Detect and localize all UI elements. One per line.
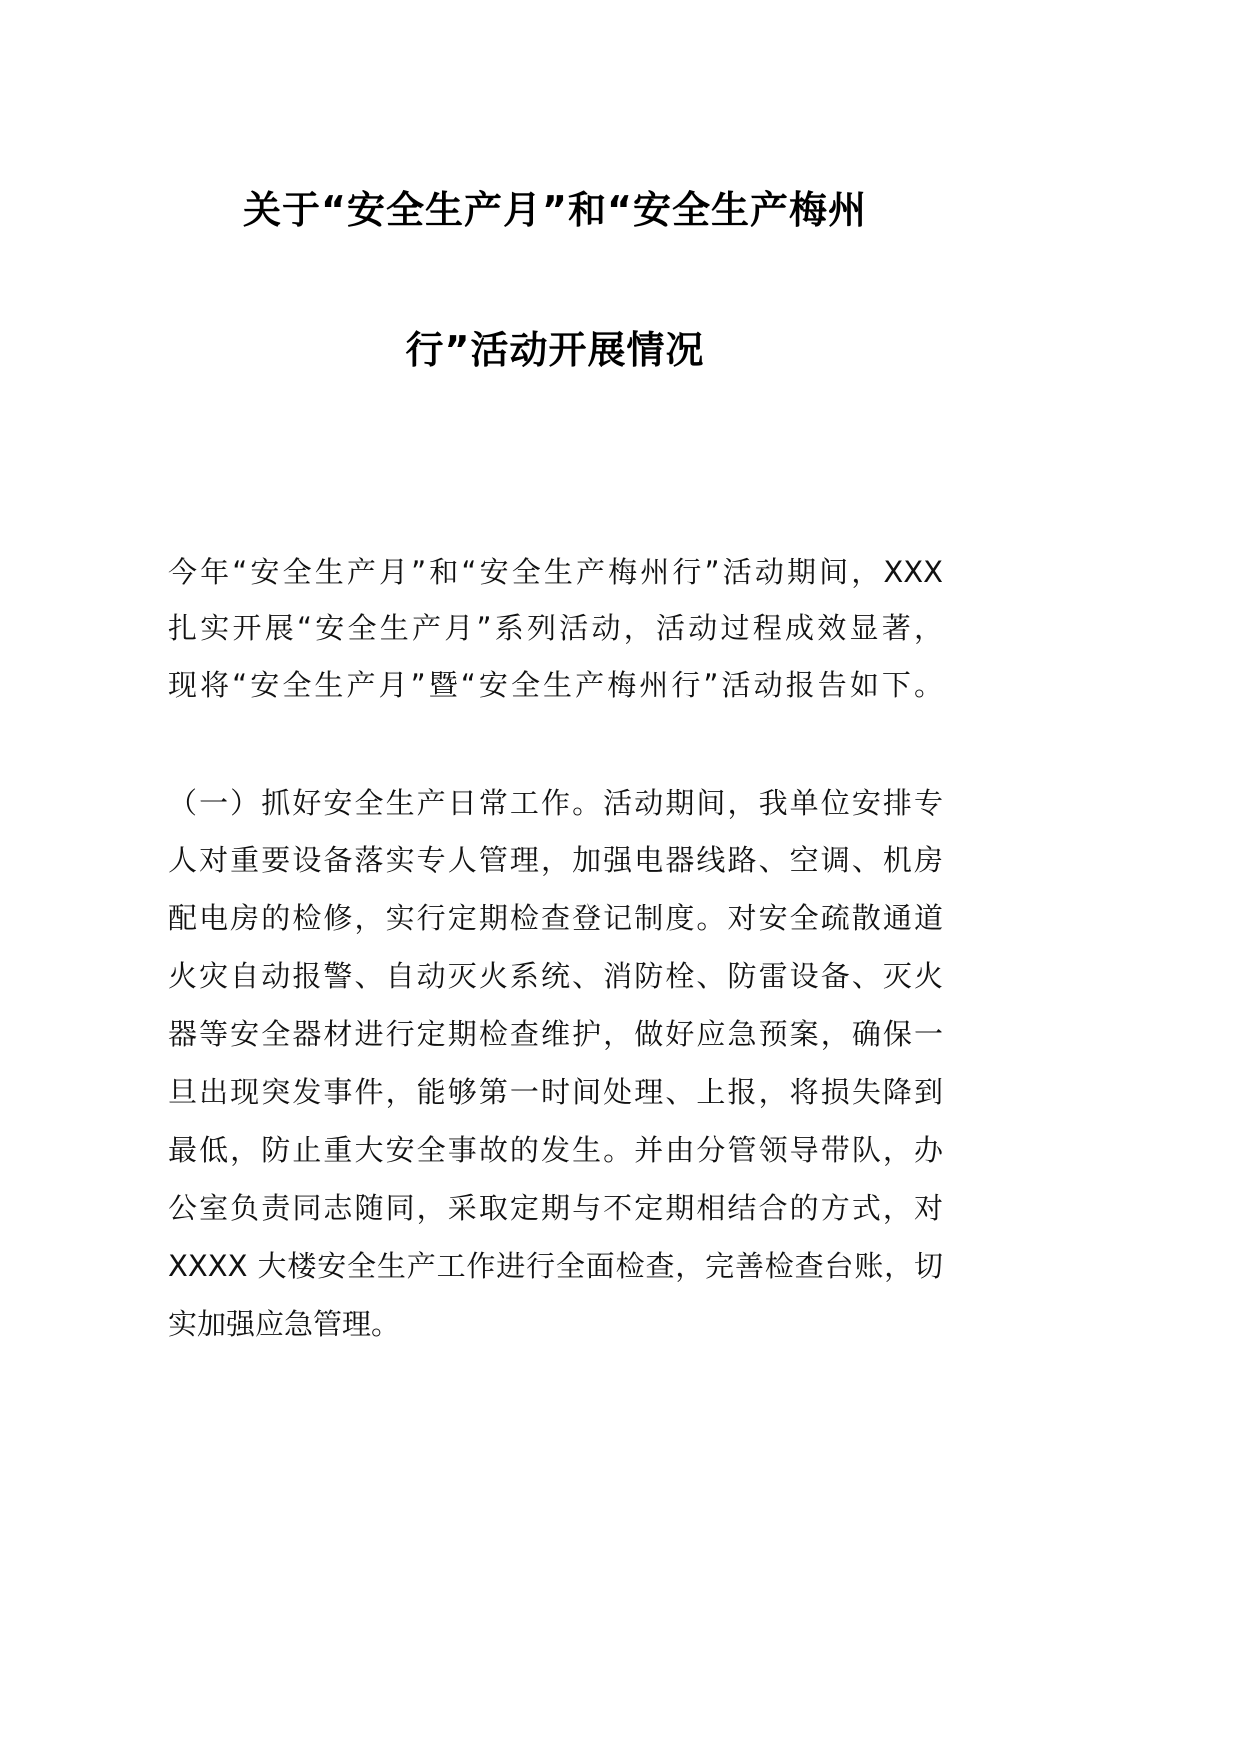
- paragraph-line: 实加强应急管理。: [168, 1307, 401, 1341]
- paragraph-line: 旦出现突发事件，能够第一时间处理、上报，将损失降到: [168, 1075, 943, 1109]
- paragraph-line: 器等安全器材进行定期检查维护，做好应急预案，确保一: [168, 1017, 943, 1051]
- paragraph-line: 扎实开展“安全生产月”系列活动，活动过程成效显著，: [168, 611, 943, 645]
- paragraph-line: XXXX 大楼安全生产工作进行全面检查，完善检查台账，切: [168, 1249, 943, 1283]
- paragraph-line: 人对重要设备落实专人管理，加强电器线路、空调、机房: [168, 843, 943, 877]
- paragraph-line: 今年“安全生产月”和“安全生产梅州行”活动期间，XXX: [168, 555, 943, 589]
- paragraph-line: 公室负责同志随同，采取定期与不定期相结合的方式，对: [168, 1191, 943, 1225]
- paragraph-line: 配电房的检修，实行定期检查登记制度。对安全疏散通道: [168, 901, 943, 935]
- paragraph-line: 现将“安全生产月”暨“安全生产梅州行”活动报告如下。: [168, 668, 943, 702]
- document-title-line-1: 关于“安全生产月”和“安全生产梅州: [243, 188, 867, 232]
- paragraph-line: 最低，防止重大安全事故的发生。并由分管领导带队，办: [168, 1133, 943, 1167]
- document-title-line-2: 行”活动开展情况: [405, 328, 705, 372]
- paragraph-line: （一）抓好安全生产日常工作。活动期间，我单位安排专: [168, 786, 943, 820]
- paragraph-line: 火灾自动报警、自动灭火系统、消防栓、防雷设备、灭火: [168, 959, 943, 993]
